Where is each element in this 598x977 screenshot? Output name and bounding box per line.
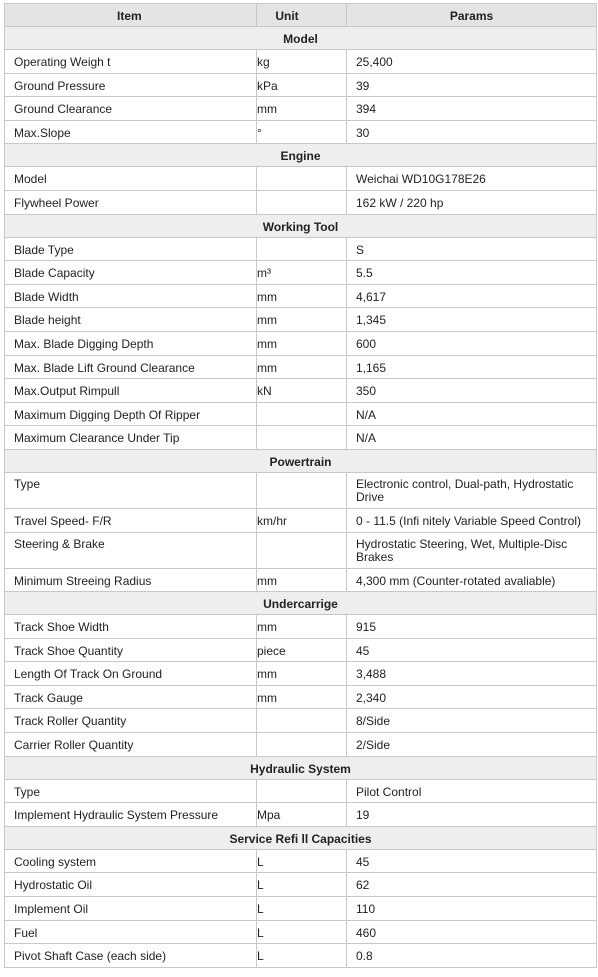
table-row <box>5 615 597 639</box>
row-value: 2/Side <box>347 733 597 757</box>
row-item: Pivot Shaft Case (each side) <box>5 944 257 968</box>
row-unit: piece <box>257 638 347 662</box>
row-unit: Mpa <box>257 803 347 827</box>
row-unit <box>257 402 347 426</box>
row-unit <box>257 472 347 508</box>
row-unit: L <box>257 849 347 873</box>
row-item: Maximum Digging Depth Of Ripper <box>5 402 257 426</box>
row-value: 30 <box>347 120 597 144</box>
table-row <box>5 662 597 686</box>
row-value: 0.8 <box>347 944 597 968</box>
row-item: Operating Weigh t <box>5 50 257 74</box>
row-item: Type <box>5 779 257 803</box>
row-value: Electronic control, Dual-path, Hydrostatic Drive <box>347 472 597 508</box>
section-title: Powertrain <box>5 449 597 472</box>
row-value: 45 <box>347 849 597 873</box>
header-params: Params <box>347 4 597 27</box>
table-row <box>5 897 597 921</box>
section-header-row <box>5 826 597 849</box>
row-value: 350 <box>347 379 597 403</box>
table-row <box>5 532 597 568</box>
row-unit: mm <box>257 308 347 332</box>
table-row <box>5 508 597 532</box>
row-item: Track Shoe Quantity <box>5 638 257 662</box>
row-item: Steering & Brake <box>5 532 257 568</box>
row-item: Blade Capacity <box>5 261 257 285</box>
row-unit <box>257 426 347 450</box>
row-value: 5.5 <box>347 261 597 285</box>
section-header-row <box>5 756 597 779</box>
row-unit <box>257 733 347 757</box>
row-unit <box>257 190 347 214</box>
section-header-row <box>5 144 597 167</box>
section-header-row <box>5 592 597 615</box>
row-unit: ° <box>257 120 347 144</box>
row-value: 1,345 <box>347 308 597 332</box>
section-title: Service Refi ll Capacities <box>5 826 597 849</box>
row-item: Type <box>5 472 257 508</box>
table-row <box>5 849 597 873</box>
row-value: 0 - 11.5 (Infi nitely Variable Speed Control) <box>347 508 597 532</box>
row-value: 394 <box>347 97 597 121</box>
row-item: Length Of Track On Ground <box>5 662 257 686</box>
row-item: Hydrostatic Oil <box>5 873 257 897</box>
row-value: S <box>347 237 597 261</box>
table-row <box>5 379 597 403</box>
row-item: Cooling system <box>5 849 257 873</box>
row-unit: kN <box>257 379 347 403</box>
row-item: Fuel <box>5 920 257 944</box>
row-item: Minimum Streeing Radius <box>5 568 257 592</box>
row-value: 39 <box>347 73 597 97</box>
row-item: Blade height <box>5 308 257 332</box>
row-item: Carrier Roller Quantity <box>5 733 257 757</box>
row-unit: L <box>257 920 347 944</box>
table-row <box>5 733 597 757</box>
table-row <box>5 355 597 379</box>
row-unit <box>257 709 347 733</box>
row-unit <box>257 237 347 261</box>
table-row <box>5 402 597 426</box>
header-item: Item <box>5 4 257 27</box>
table-row <box>5 803 597 827</box>
table-row <box>5 568 597 592</box>
row-unit: km/hr <box>257 508 347 532</box>
row-item: Track Shoe Width <box>5 615 257 639</box>
row-unit <box>257 779 347 803</box>
section-header-row <box>5 214 597 237</box>
header-unit <box>257 4 347 27</box>
row-unit: mm <box>257 662 347 686</box>
spec-table <box>4 3 597 968</box>
row-unit: mm <box>257 685 347 709</box>
table-row <box>5 472 597 508</box>
row-unit: mm <box>257 568 347 592</box>
row-value: N/A <box>347 426 597 450</box>
row-value: 162 kW / 220 hp <box>347 190 597 214</box>
table-row <box>5 331 597 355</box>
row-item: Blade Type <box>5 237 257 261</box>
row-item: Maximum Clearance Under Tip <box>5 426 257 450</box>
row-value: 915 <box>347 615 597 639</box>
row-unit: mm <box>257 97 347 121</box>
table-row <box>5 779 597 803</box>
row-unit: mm <box>257 615 347 639</box>
table-row <box>5 284 597 308</box>
row-value: N/A <box>347 402 597 426</box>
row-item: Flywheel Power <box>5 190 257 214</box>
row-value: Weichai WD10G178E26 <box>347 167 597 191</box>
table-row <box>5 190 597 214</box>
row-value: 45 <box>347 638 597 662</box>
row-item: Ground Pressure <box>5 73 257 97</box>
row-unit: mm <box>257 284 347 308</box>
table-header-row <box>5 4 597 27</box>
row-value: 1,165 <box>347 355 597 379</box>
row-value: 25,400 <box>347 50 597 74</box>
table-row <box>5 709 597 733</box>
row-unit: mm <box>257 355 347 379</box>
table-row <box>5 944 597 968</box>
row-item: Blade Width <box>5 284 257 308</box>
table-row <box>5 920 597 944</box>
table-row <box>5 685 597 709</box>
row-item: Model <box>5 167 257 191</box>
row-value: 460 <box>347 920 597 944</box>
row-unit: m³ <box>257 261 347 285</box>
table-row <box>5 638 597 662</box>
row-unit: kPa <box>257 73 347 97</box>
section-title: Hydraulic System <box>5 756 597 779</box>
row-item: Max.Output Rimpull <box>5 379 257 403</box>
row-value: 2,340 <box>347 685 597 709</box>
row-value: 4,617 <box>347 284 597 308</box>
row-unit: mm <box>257 331 347 355</box>
row-item: Track Roller Quantity <box>5 709 257 733</box>
table-row <box>5 50 597 74</box>
row-item: Max.Slope <box>5 120 257 144</box>
row-value: Pilot Control <box>347 779 597 803</box>
row-item: Track Gauge <box>5 685 257 709</box>
table-row <box>5 237 597 261</box>
row-value: 19 <box>347 803 597 827</box>
table-row <box>5 167 597 191</box>
row-item: Implement Oil <box>5 897 257 921</box>
table-row <box>5 97 597 121</box>
row-item: Travel Speed- F/R <box>5 508 257 532</box>
section-header-row <box>5 449 597 472</box>
row-unit: L <box>257 944 347 968</box>
table-row <box>5 308 597 332</box>
row-value: 4,300 mm (Counter-rotated avaliable) <box>347 568 597 592</box>
section-header-row <box>5 27 597 50</box>
section-title: Model <box>5 27 597 50</box>
row-unit: L <box>257 897 347 921</box>
row-value: 8/Side <box>347 709 597 733</box>
row-item: Ground Clearance <box>5 97 257 121</box>
spec-body <box>5 27 597 968</box>
row-value: 110 <box>347 897 597 921</box>
table-row <box>5 120 597 144</box>
row-unit <box>257 532 347 568</box>
table-row <box>5 426 597 450</box>
section-title: Working Tool <box>5 214 597 237</box>
row-value: 600 <box>347 331 597 355</box>
header-unit-label: Unit <box>275 9 299 23</box>
row-unit: kg <box>257 50 347 74</box>
row-unit <box>257 167 347 191</box>
section-title: Undercarrige <box>5 592 597 615</box>
row-value: Hydrostatic Steering, Wet, Multiple-Disc Brakes <box>347 532 597 568</box>
row-item: Implement Hydraulic System Pressure <box>5 803 257 827</box>
table-row <box>5 73 597 97</box>
row-value: 3,488 <box>347 662 597 686</box>
row-value: 62 <box>347 873 597 897</box>
section-title: Engine <box>5 144 597 167</box>
row-item: Max. Blade Digging Depth <box>5 331 257 355</box>
table-row <box>5 873 597 897</box>
row-item: Max. Blade Lift Ground Clearance <box>5 355 257 379</box>
table-row <box>5 261 597 285</box>
row-unit: L <box>257 873 347 897</box>
